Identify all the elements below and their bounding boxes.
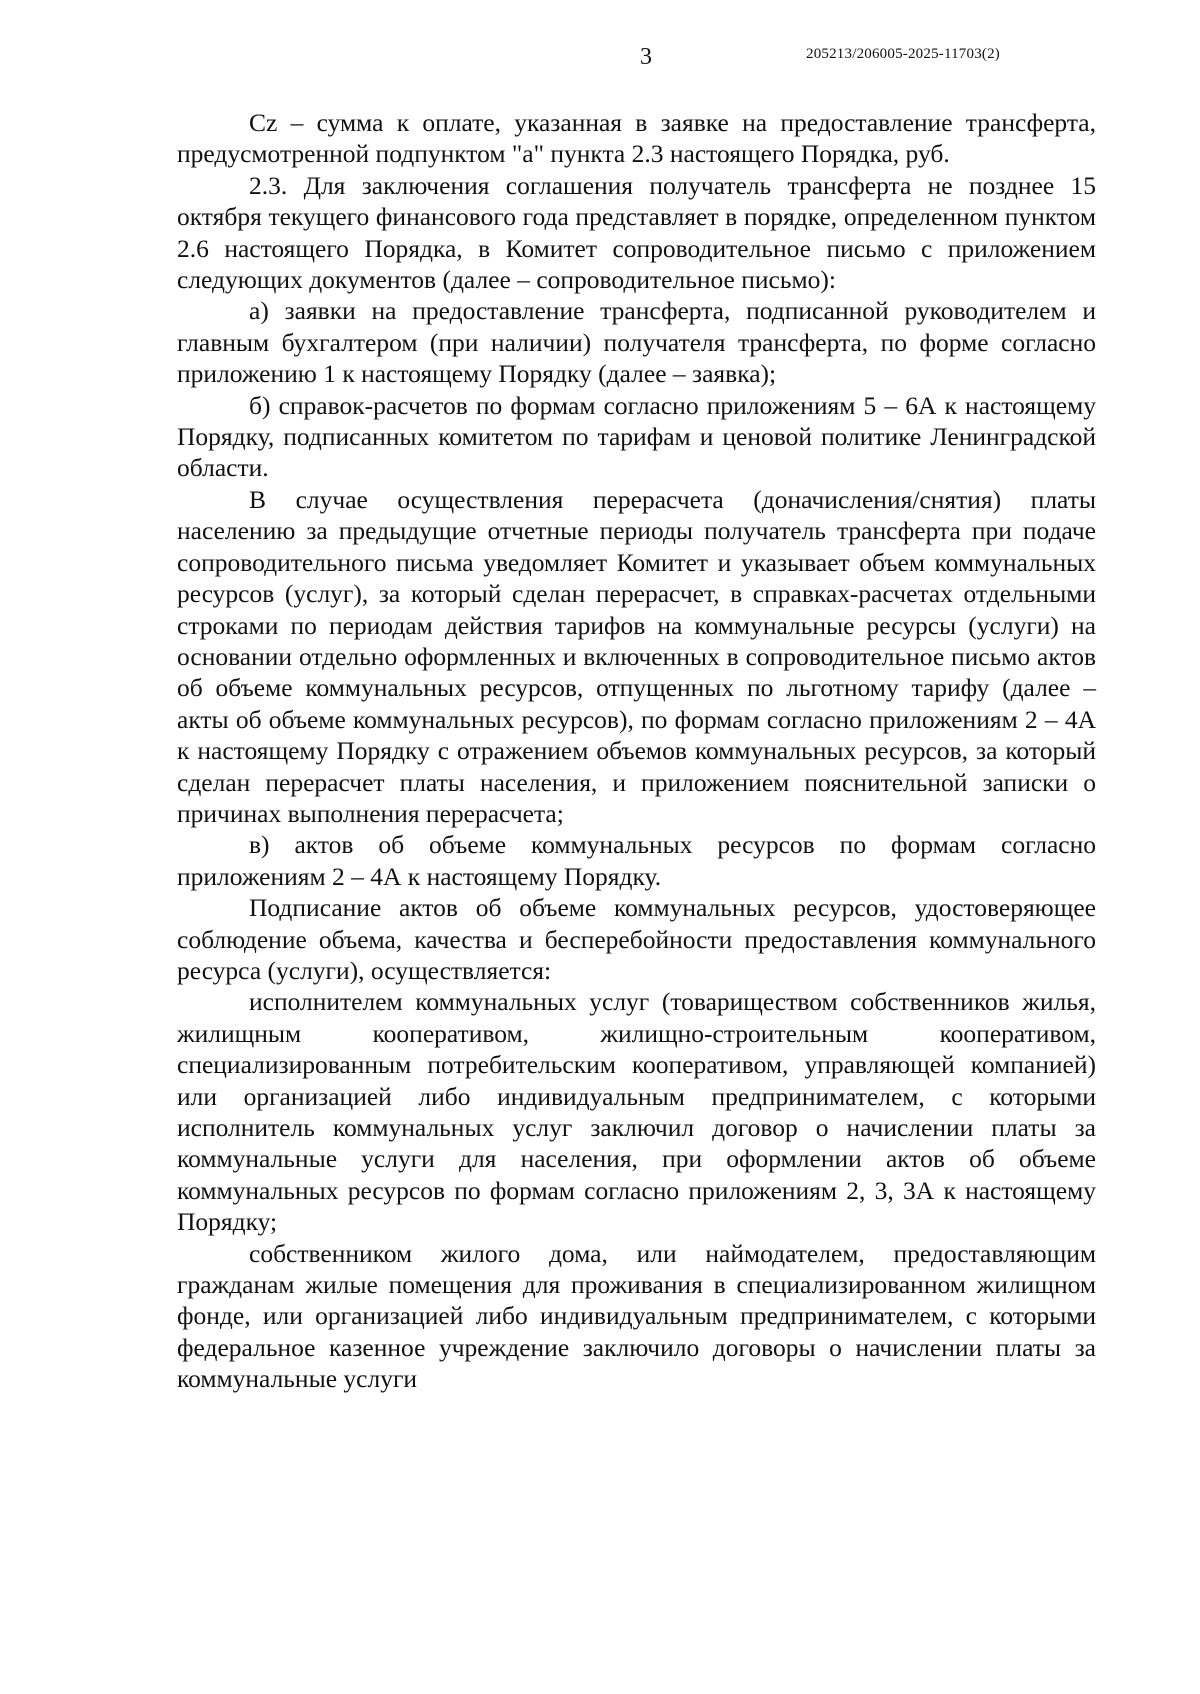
paragraph-signing: Подписание актов об объеме коммунальных ресурсов, удостоверяющее соблюдение объема, качества и бесперебойности предоставления коммунального ресурса (услуги), осуществляется: <box>177 893 1096 985</box>
paragraph-cz-definition: Cz – сумма к оплате, указанная в заявке на предоставление трансферта, предусмотренной подпунктом "а" пункта 2.3 настоящего Порядка, руб. <box>177 108 1096 169</box>
paragraph-2-3: 2.3. Для заключения соглашения получатель трансферта не позднее 15 октября текущего финансового года представляет в порядке, определенном пунктом 2.6 настоящего Порядка, в Комитет сопроводительное письмо с приложением следующих документов (далее – сопроводительное письмо): <box>177 170 1096 295</box>
document-id: 205213/206005-2025-11703(2) <box>806 46 1000 62</box>
page-number: 3 <box>640 44 652 70</box>
paragraph-service-provider: исполнителем коммунальных услуг (товариществом собственников жилья, жилищным кооперативом, жилищно-строительным кооперативом, специализированным потребительским кооперативом, управляющей компанией) или организацией либо индивидуальным предпринимателем, с которыми исполнитель коммунальных услуг заключил договор о начислении платы за коммунальные услуги для населения, при оформлении актов об объеме коммунальных ресурсов по формам согласно приложениям 2, 3, 3А к настоящему Порядку; <box>177 987 1096 1237</box>
paragraph-item-a: а) заявки на предоставление трансферта, подписанной руководителем и главным бухгалтером (при наличии) получателя трансферта, по форме согласно приложению 1 к настоящему Порядку (далее – заявка); <box>177 296 1096 389</box>
paragraph-house-owner: собственником жилого дома, или наймодателем, предоставляющим гражданам жилые помещения для проживания в специализированном жилищном фонде, или организацией либо индивидуальным предпринимателем, с которыми федеральное казенное учреждение заключило договоры о начислении платы за коммунальные услуги <box>177 1238 1096 1394</box>
paragraph-item-v: в) актов об объеме коммунальных ресурсов по формам согласно приложениям 2 – 4А к настоящему Порядку. <box>177 830 1096 891</box>
paragraph-recalculation: В случае осуществления перерасчета (доначисления/снятия) платы населению за предыдущие отчетные периоды получатель трансферта при подаче сопроводительного письма уведомляет Комитет и указывает объем коммунальных ресурсов (услуг), за который сделан перерасчет, в справках-расчетах отдельными строками по периодам действия тарифов на коммунальные ресурсы (услуги) на основании отдельно оформленных и включенных в сопроводительное письмо актов об объеме коммунальных ресурсов, отпущенных по льготному тарифу (далее – акты об объеме коммунальных ресурсов), по формам согласно приложениям 2 – 4А к настоящему Порядку с отражением объемов коммунальных ресурсов, за который сделан перерасчет платы населения, и приложением пояснительной записки о причинах выполнения перерасчета; <box>177 484 1096 828</box>
paragraph-item-b: б) справок-расчетов по формам согласно приложениям 5 – 6А к настоящему Порядку, подписанных комитетом по тарифам и ценовой политике Ленинградской области. <box>177 390 1096 483</box>
document-body <box>177 107 1096 1395</box>
